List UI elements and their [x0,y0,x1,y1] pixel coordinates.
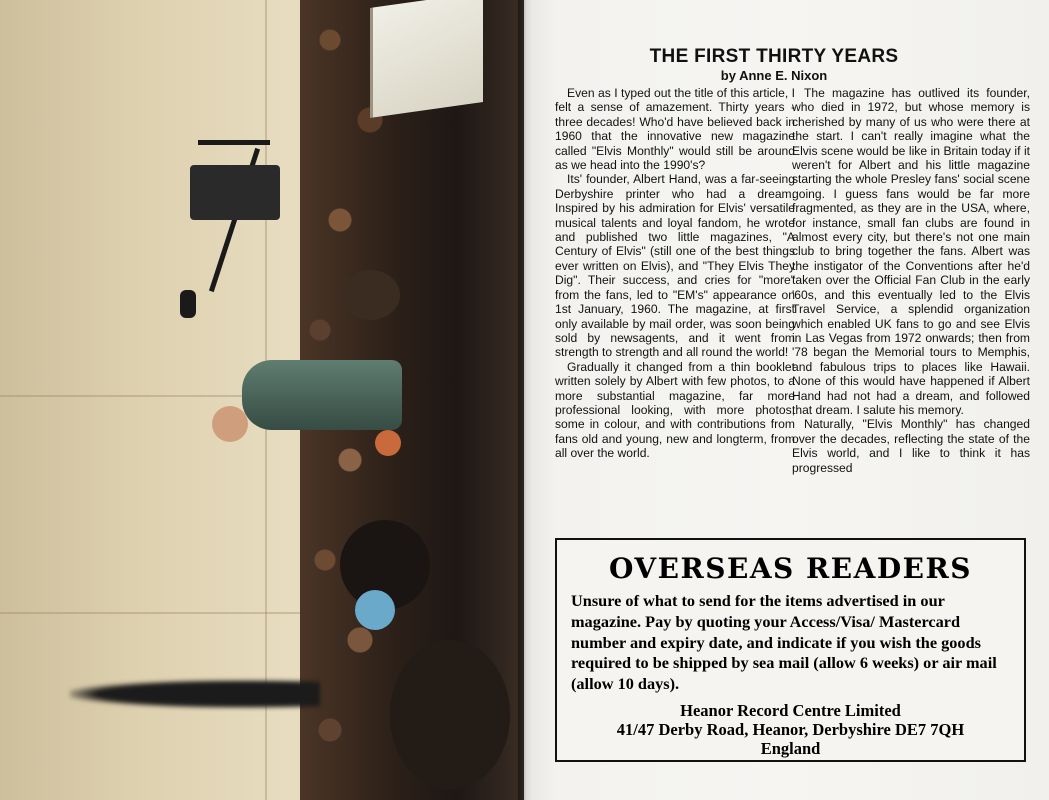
stage-camera [190,165,280,220]
performer-figure [212,348,402,440]
page-gutter [518,0,532,800]
microphone-boom [198,140,270,145]
crowd-figure [355,590,395,630]
article-paragraph: The magazine has outlived its founder, who died in 1972, but whose memory is cherished by many of us who were there at the start. I can't really imagine what the Elvis scene would be like in Britain today if it weren't for Albert and his little magazine starting the whole Presley fans' social scene going. I guess fans would be far more fragmented, as they are in the USA, where, for instance, small fan clubs are found in almost every city, but there's not one main club to bring together the fans. Albert was the instigator of the Conventions after he'd taken over the Official Fan Club in the early '60s, and this eventually led to the Elvis Travel Service, a splendid organization which enabled UK fans to go and see Elvis in Las Vegas from 1972 onwards; then from '78 began the Memorial tours to Memphis, and fabulous trips to places like Hawaii. None of this would have happened if Albert Hand had not had a dream, and followed that dream. I salute his memory. [792,86,1030,417]
article-paragraph: Gradually it changed from a thin booklet written solely by Albert with few photos, to a more substantial magazine, far more professional looking, with more photos, some in colour, and with contributions from fans old and young, new and longterm, from all over the world. [555,359,795,461]
performer-head [212,406,248,442]
article-column-left [555,86,795,536]
performer-suit [242,360,402,430]
article-title: THE FIRST THIRTY YEARS [649,46,899,67]
foreground-microphone [70,680,320,708]
music-stand [370,0,483,118]
article-paragraph: Naturally, "Elvis Monthly" has changed over the decades, reflecting the state of the Elvis world, and I like to think it has progressed [792,417,1030,475]
microphone-base [180,290,196,318]
advert-heading: OVERSEAS READERS [609,552,972,585]
article-column-right [792,86,1030,536]
article-paragraph: Its' founder, Albert Hand, was a far-seeing Derbyshire printer who had a dream. Inspired by his admiration for Elvis' versatile musical talents and loyal fandom, he wrote and published two little magazines, "A Century of Elvis" (still one of the best things ever written on Elvis), and "They Elvis They Dig". Their success, and cries for "more" from the fans, led to "EM's" appearance on 1st January, 1960. The magazine, at first only available by mail order, was soon being sold by newsagents, and it went from strength to strength and all round the world! [555,172,795,360]
concert-photo [0,0,524,800]
crowd-head [390,640,510,790]
advert-address: 41/47 Derby Road, Heanor, Derbyshire DE7 7QH [616,719,965,739]
article-paragraph: Even as I typed out the title of this article, I felt a sense of amazement. Thirty years - three decades! Who'd have believed back in 1960 that the innovative new magazine called "Elvis Monthly" would still be around as we head into the 1990's? [555,86,795,173]
advert-body: Unsure of what to send for the items advertised in our magazine. Pay by quoting your Access/Visa/ Mastercard number and expiry date, and indicate if you wish the goods required to be shipped by sea mail (allow 6 weeks) or air mail (allow 10 days). [571,591,997,694]
article-byline: by Anne E. Nixon [720,68,828,83]
wall-seam [0,612,300,614]
crowd-head [340,270,400,320]
overseas-readers-advert [555,538,1026,762]
advert-company: Heanor Record Centre Limited [680,700,901,720]
article-page [524,0,1049,800]
advert-country: England [760,738,821,758]
